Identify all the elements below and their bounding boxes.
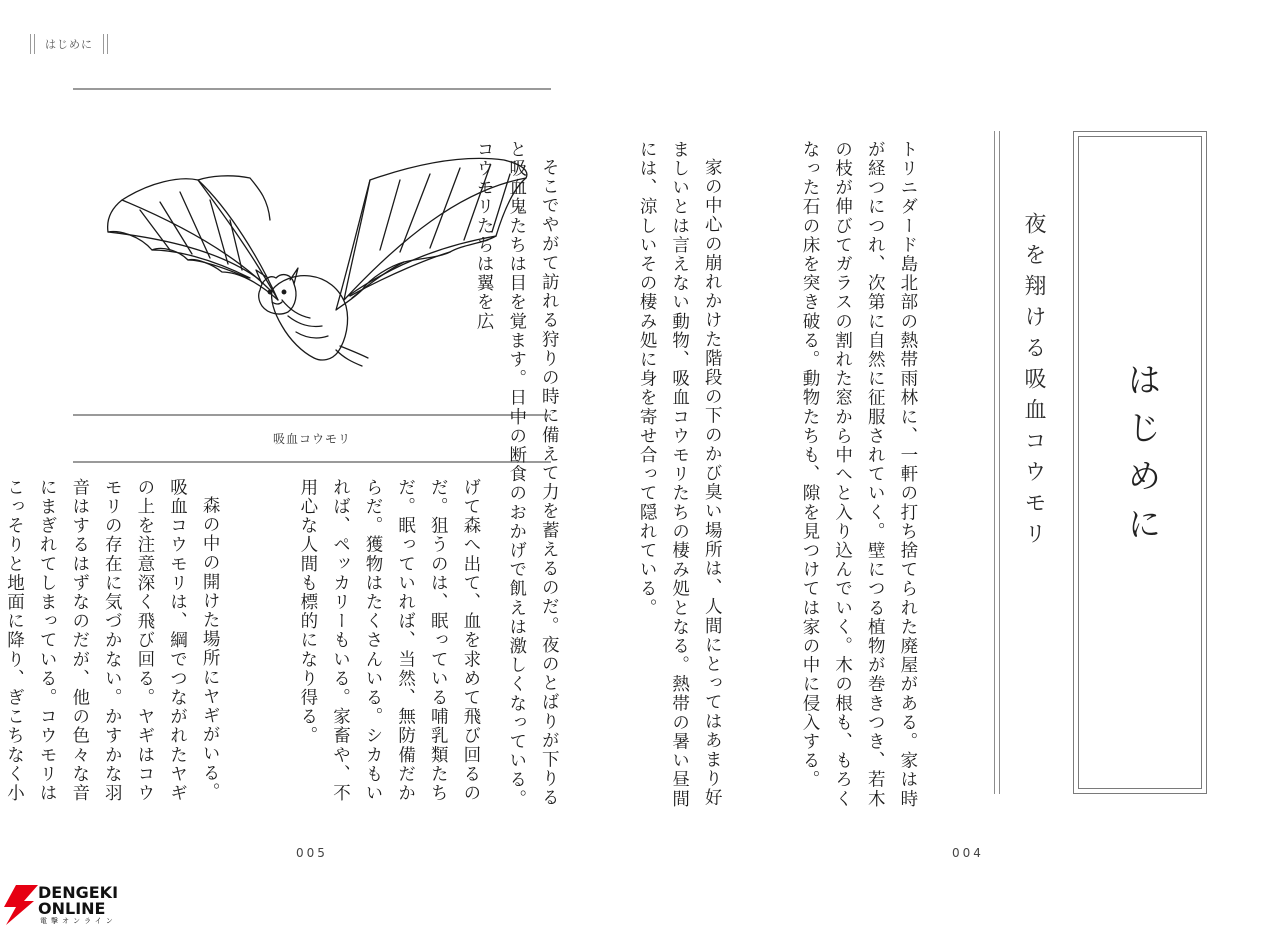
right-paragraph: 家の中心の崩れかけた階段の下のかび臭い場所は、人間にとってはあまり好ましいとは言えない動物、吸血コウモリたちの棲み処となる。熱帯の暑い昼間には、涼しいその棲み処に身を寄せ合って隠れている。 (637, 140, 723, 809)
subtitle-double-rule (994, 131, 1000, 794)
dengeki-online-logo (0, 883, 130, 926)
left-paragraph: げて森へ出て、血を求めて飛び回るのだ。狙うのは、眠っている哺乳類たちだ。眠っていれば、当然、無防備だからだ。獲物はたくさんいる。シカもいれば、ペッカリーもいる。家畜や、不用心な人間も標的になり得る。 (297, 478, 481, 803)
top-rule (73, 88, 551, 90)
running-header (30, 33, 108, 55)
figure-caption: 吸血コウモリ (272, 432, 351, 446)
logo-text-dengeki: DENGEKI (38, 883, 119, 902)
right-paragraph: そこでやがて訪れる狩りの時に備えて力を蓄えるのだ。夜のとばりが下りると吸血鬼たちは目を覚ます。日中の断食のおかげで飢えは激しくなっている。コウモリたちは翼を広 (474, 140, 560, 809)
running-header-text: はじめに (45, 38, 93, 51)
chapter-subtitle: 夜を翔ける吸血コウモリ (1021, 212, 1046, 553)
right-paragraph: トリニダード島北部の熱帯雨林に、一軒の打ち捨てられた廃屋がある。家は時が経つにつれ、次第に自然に征服されていく。壁につる植物が巻きつき、若木の枝が伸びてガラスの割れた窓から中へと入り込んでいく。木の根も、もろくなった石の床を突き破る。動物たちも、隙を見つけては家の中に侵入する。 (800, 140, 918, 809)
left-paragraph: 森の中の開けた場所にヤギがいる。吸血コウモリは、綱でつながれたヤギの上を注意深く飛び回る。ヤギはコウモリの存在に気づかない。かすかな羽音はするはずなのだが、他の色々な音にまぎれてしまっている。コウモリはこっそりと地面に降り、ぎこちなく小 (4, 478, 221, 803)
chapter-title: はじめに (1121, 362, 1161, 554)
right-page-body (474, 140, 989, 810)
header-double-bar-right (103, 34, 108, 54)
logo-text-japanese: 電撃オンライン (40, 917, 117, 925)
logo-text-online: ONLINE (38, 899, 106, 918)
page-number-right: 004 (952, 846, 984, 860)
header-double-bar-left (30, 34, 35, 54)
page-number-left: 005 (296, 846, 328, 860)
lightning-bolt-icon (2, 885, 38, 925)
